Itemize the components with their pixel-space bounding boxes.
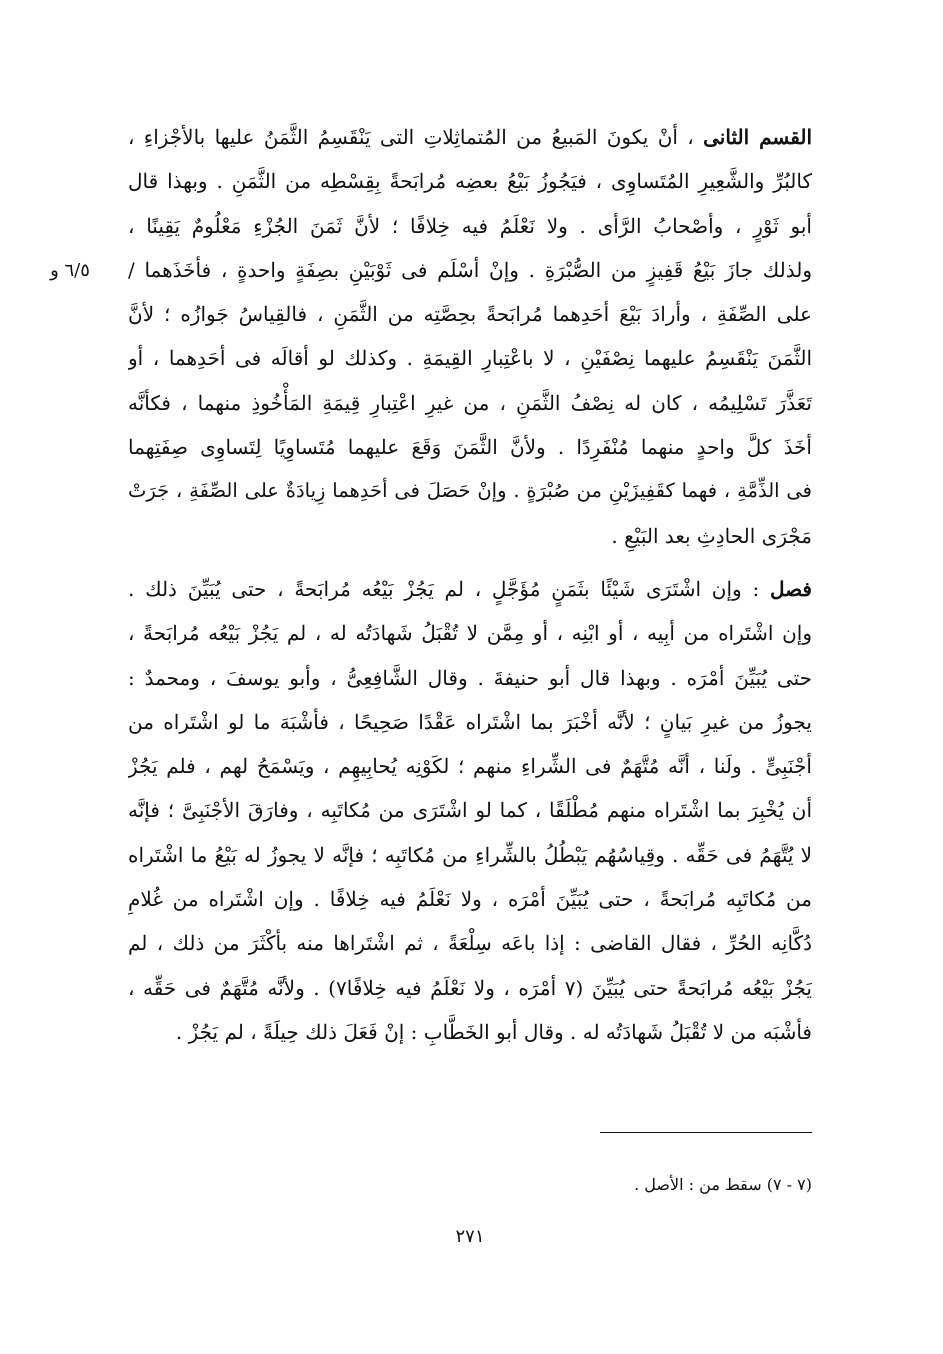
text-line: دُكَّانِه الحُرِّ ، فقال القاضى : إذا باعَه سِلْعَةً ، ثم اشْتَراها منه بأكْثَرَ من ذلك ، لم (128, 931, 812, 956)
text-line: تَعَذَّرَ تَسْلِيمُه ، كان له نِصْفُ الثَّمَنِ ، من غيرِ اعْتِبارِ قِيمَةِ المَأْخُوذِ منهما ، فكأنَّه (128, 390, 812, 415)
text-line: فصل : وإن اشْتَرَى شَيْئًا بثَمَنٍ مُؤَجَّلٍ ، لم يَجُزْ بَيْعُه مُرابَحةً ، حتى يُبَيِّنَ ذلك . (128, 576, 812, 601)
margin-folio-note: ٦/٥ و (50, 260, 90, 281)
text-line: أن يُخْبِرَ بما اشْتَراه منهم مُطْلَقًا ، كما لو اشْتَرَى من مُكاتَبِه ، وفارَقَ الأجْنَبِىَّ ؛ فإنَّه (128, 798, 812, 823)
text-line: كالبُرِّ والشَّعِيرِ المُتَساوِى ، فيَجُوزُ بَيْعُ بعضِه مُرابَحةً بِقِسْطِه من الثَّمَنِ . وبهذا قال (128, 169, 812, 194)
text-line: يجوزُ من غيرِ بَيانٍ ؛ لأنَّه أخْبَرَ بما اشْتَراه عَقْدًا صَحِيحًا ، فأشْبَهَ ما لو اشْتَراه من (128, 709, 812, 734)
text-line: فى الذِّمَّةِ ، فهما كقَفِيزَيْنِ من صُبْرَةٍ . وإنْ حَصَلَ فى أحَدِهما زِيادَةٌ على الصِّفَةِ ، جَرَتْ (128, 479, 812, 503)
paragraph-section-two (128, 115, 812, 558)
section-heading: القسم الثانى (703, 125, 812, 149)
page-number: ٢٧١ (455, 1226, 485, 1247)
text-line: القسم الثانى ، أنْ يكونَ المَبيعُ من المُتماثِلاتِ التى يَنْقَسِمُ الثَّمَنُ عليها بالأجْزاءِ ، (128, 125, 812, 149)
text-line: وإن اشْتَراه من أبِيه ، أو ابْنِه ، أو مِمَّن لا تُقْبَلُ شَهادَتُه له ، لم يَجُزْ بَيْعُه مُرابَحةً ، (128, 621, 812, 646)
text-line: لا يُتَّهَمُ فى حَقِّه . وقِياسُهُم يَبْطُلُ بالشِّراءِ من مُكاتَبِه ؛ فإنَّه لا يجوزُ له بَيْعُ ما اشْتَراه (128, 842, 812, 867)
text-line: ولذلك جازَ بَيْعُ قَفِيزٍ من الصُّبْرَةِ . وإنْ أسْلَم فى ثَوْبَيْنِ بصِفَةٍ واحدةٍ ، فأخَذَهما / (128, 257, 812, 282)
text-line: على الصِّفَةِ ، وأرادَ بَيْعَ أحَدِهما مُرابَحةً بحِصَّتِه من الثَّمَنِ ، فالقِياسُ جَوازُه ؛ لأنَّ (128, 302, 812, 327)
text-line: من مُكاتَبِه مُرابَحةً ، حتى يُبَيِّنَ أمْرَه ، ولا نَعْلَمُ فيه خِلافًا . وإن اشْتَراه من غُلامِ (128, 887, 812, 912)
footnote-divider (600, 1132, 812, 1133)
section-heading: فصل (769, 576, 812, 601)
footnote: (٧ - ٧) سقط من : الأصل . (634, 1175, 812, 1194)
text-line: أبو ثَوْرٍ ، وأصْحابُ الرَّأى . ولا نَعْلَمُ فيه خِلافًا ؛ لأنَّ ثَمَنَ الجُزْءِ مَعْلُومٌ يَقِينًا ، (128, 213, 812, 238)
text-line: الثَّمَنَ يَنْقَسِمُ عليهما نِصْفَيْنِ ، لا باعْتِبارِ القِيمَةِ . وكذلك لو أقالَه فى أحَدِهما ، أو (128, 346, 812, 371)
text-line: أخَذَ كلَّ واحدٍ منهما مُنْفَرِدًا . ولأنَّ الثَّمَنَ وَقَعَ عليهما مُتَساوِيًا لِتَساوِى صِفَتِهما (128, 435, 812, 460)
main-text (128, 115, 812, 1054)
text-line: فأشْبَه من لا تُقْبَلُ شَهادَتُه له . وقال أبو الخَطَّابِ : إنْ فَعَلَ ذلك حِيلَةً ، لم يَجُزْ . (175, 1019, 812, 1044)
text-line: يَجُزْ بَيْعُه مُرابَحةً حتى يُبَيِّنَ (٧ أمْرَه ، ولا نَعْلَمُ فيه خِلافًا٧) . ولأنَّه مُتَّهَمٌ فى حَقِّه ، (128, 975, 812, 1000)
text-line: مَجْرَى الحادِثِ بعد البَيْعِ . (611, 523, 812, 548)
text-line: أجْنَبِىٍّ . ولَنا ، أنَّه مُتَّهَمٌ فى الشِّراءِ منهم ؛ لكَوْنِه يُحابِيهِم ، ويَسْمَحُ لهم ، فلم يَجُزْ (128, 754, 812, 779)
text-line: حتى يُبَيِّنَ أمْرَه . وبهذا قال أبو حنيفةَ . وقال الشَّافِعِىُّ ، وأبو يوسفَ ، ومحمدٌ : (128, 665, 812, 690)
paragraph-fasl (128, 567, 812, 1054)
